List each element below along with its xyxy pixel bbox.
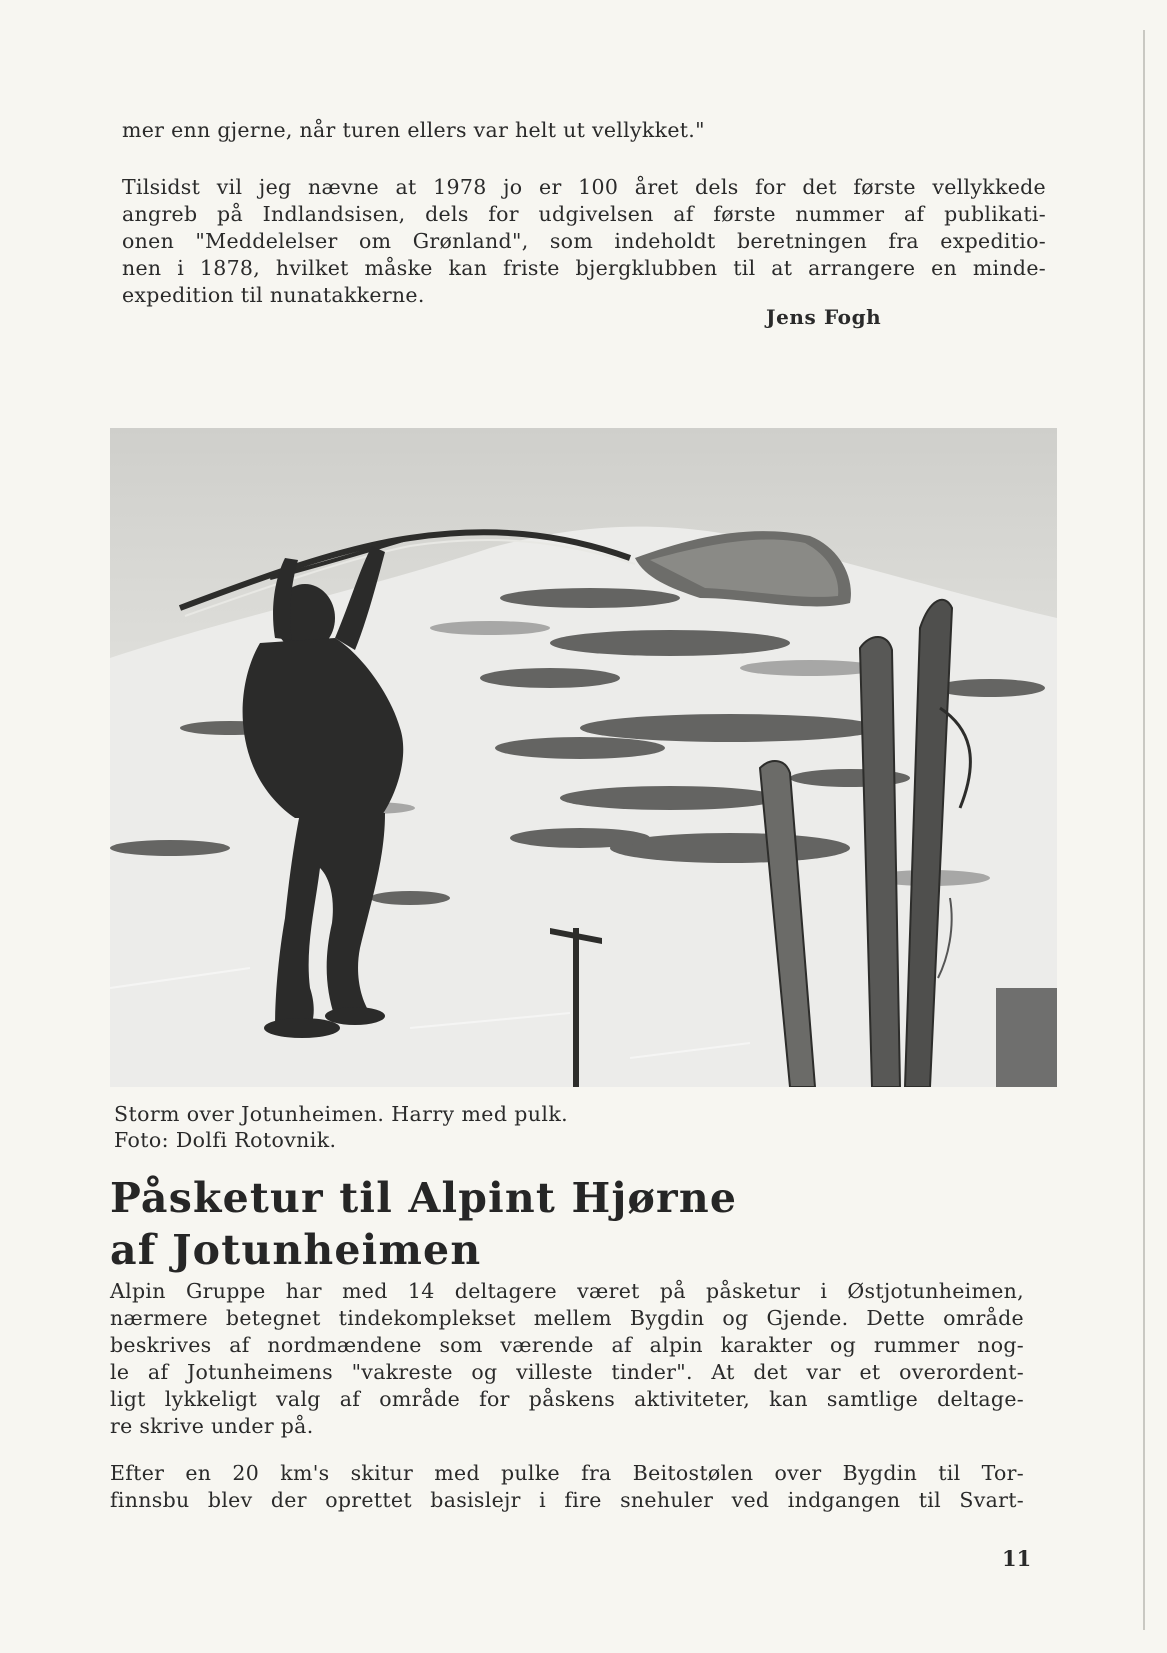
- photo-caption: [114, 1101, 568, 1153]
- text-line: re skrive under på.: [110, 1414, 314, 1438]
- author-signature: Jens Fogh: [766, 305, 882, 329]
- text-line: finnsbu blev der oprettet basislejr i fire snehuler ved indgangen til Svart-: [110, 1488, 1024, 1512]
- text-line: nærmere betegnet tindekomplekset mellem Bygdin og Gjende. Dette område: [110, 1306, 1024, 1330]
- article-headline: [110, 1172, 737, 1276]
- intro-paragraph-2: [122, 174, 1046, 309]
- photo-illustration: [110, 428, 1057, 1087]
- photo-storm-jotunheimen: [110, 428, 1057, 1087]
- text-line: Tilsidst vil jeg nævne at 1978 jo er 100 året dels for det første vellykkede: [122, 175, 1046, 199]
- caption-line-2: Foto: Dolfi Rotovnik.: [114, 1128, 337, 1152]
- text-line: beskrives af nordmændene som værende af alpin karakter og rummer nog-: [110, 1333, 1024, 1357]
- text-line: Alpin Gruppe har med 14 deltagere været på påsketur i Østjotunheimen,: [110, 1279, 1024, 1303]
- headline-line-2: af Jotunheimen: [110, 1226, 482, 1274]
- text-line: angreb på Indlandsisen, dels for udgivelsen af første nummer af publikati-: [122, 202, 1046, 226]
- text-line: ligt lykkeligt valg af område for påskens aktiviteter, kan samtlige deltage-: [110, 1387, 1024, 1411]
- page-edge: [1143, 30, 1145, 1630]
- intro-paragraph-1: [122, 117, 705, 144]
- text-line: Efter en 20 km's skitur med pulke fra Beitostølen over Bygdin til Tor-: [110, 1461, 1024, 1485]
- page-number: 11: [1002, 1546, 1032, 1571]
- headline-line-1: Påsketur til Alpint Hjørne: [110, 1174, 738, 1222]
- text-line: le af Jotunheimens "vakreste og villeste tinder". At det var et overordent-: [110, 1360, 1024, 1384]
- caption-line-1: Storm over Jotunheimen. Harry med pulk.: [114, 1102, 569, 1126]
- text-line: nen i 1878, hvilket måske kan friste bjergklubben til at arrangere en minde-: [122, 256, 1046, 280]
- text-line: onen "Meddelelser om Grønland", som indeholdt beretningen fra expeditio-: [122, 229, 1046, 253]
- article-paragraph-2: [110, 1460, 1024, 1514]
- text-line: mer enn gjerne, når turen ellers var helt ut vellykket.": [122, 118, 705, 142]
- article-paragraph-1: [110, 1278, 1024, 1440]
- text-line: expedition til nunatakkerne.: [122, 283, 425, 307]
